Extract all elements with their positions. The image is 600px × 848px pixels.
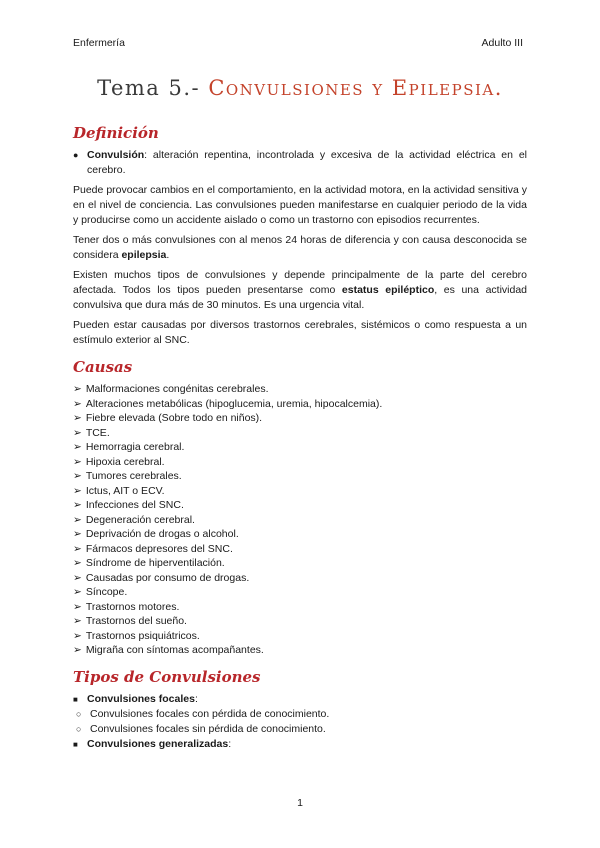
cause-item — [73, 455, 527, 470]
list-item — [73, 737, 527, 752]
cause-item — [73, 585, 527, 600]
cause-item — [73, 411, 527, 426]
arrow-bullet-icon: ➢ — [73, 615, 82, 627]
title-main: Convulsiones y Epilepsia. — [208, 76, 503, 100]
cause-item — [73, 397, 527, 412]
cause-text: Trastornos del sueño. — [85, 615, 187, 627]
paragraph-2 — [73, 233, 527, 263]
definition-term: Convulsión — [87, 149, 145, 161]
cause-text: Síndrome de hiperventilación. — [85, 557, 225, 569]
cause-text: Fármacos depresores del SNC. — [85, 542, 233, 555]
cause-item — [73, 600, 527, 615]
p3-text: Existen muchos tipos de convulsiones y depende principalmente de la parte del cerebro afectada. Todos los tipos pueden presentarse como — [73, 269, 527, 296]
arrow-bullet-icon: ➢ — [73, 426, 82, 439]
arrow-bullet-icon: ➢ — [73, 513, 82, 526]
generalizadas-text — [87, 737, 231, 752]
arrow-bullet-icon: ➢ — [73, 586, 82, 598]
cause-text: Trastornos psiquiátricos. — [85, 629, 200, 642]
focales-label: Convulsiones focales — [87, 692, 195, 705]
cause-item — [73, 629, 527, 644]
document-body — [73, 124, 527, 752]
arrow-bullet-icon: ➢ — [73, 383, 82, 395]
arrow-bullet-icon: ➢ — [73, 528, 82, 540]
list-item — [73, 722, 527, 737]
cause-text: Fiebre elevada (Sobre todo en niños). — [85, 412, 263, 424]
cause-text: Trastornos motores. — [85, 600, 180, 613]
page-number: 1 — [297, 797, 303, 809]
definition-desc: : alteración repentina, incontrolada y excesiva de la actividad eléctrica en el cerebro. — [87, 149, 527, 176]
cause-text: Tumores cerebrales. — [85, 470, 182, 482]
cause-text: Alteraciones metabólicas (hipoglucemia, uremia, hipocalcemia). — [85, 397, 383, 410]
cause-item — [73, 513, 527, 528]
cause-item — [73, 469, 527, 484]
cause-item — [73, 556, 527, 571]
cause-text: Migraña con síntomas acompañantes. — [85, 644, 264, 656]
circle-bullet-icon: ○ — [76, 723, 82, 734]
cause-item — [73, 498, 527, 513]
cause-item — [73, 571, 527, 586]
arrow-bullet-icon: ➢ — [73, 571, 82, 584]
cause-text: Síncope. — [85, 586, 128, 598]
arrow-bullet-icon: ➢ — [73, 484, 82, 497]
definition-text — [87, 148, 527, 178]
arrow-bullet-icon: ➢ — [73, 499, 82, 511]
cause-item — [73, 382, 527, 397]
generalizadas-label: Convulsiones generalizadas — [87, 737, 229, 750]
cause-text: Deprivación de drogas o alcohol. — [85, 528, 239, 540]
definicion-heading: Definición — [73, 124, 159, 142]
page-title — [0, 76, 600, 100]
arrow-bullet-icon: ➢ — [73, 542, 82, 555]
circle-bullet-icon: ○ — [76, 708, 82, 719]
arrow-bullet-icon: ➢ — [73, 441, 82, 453]
cause-item — [73, 614, 527, 629]
cause-text: TCE. — [85, 426, 110, 439]
focales-colon: : — [194, 692, 198, 705]
square-bullet-icon: ■ — [73, 694, 78, 704]
cause-item — [73, 643, 527, 658]
causas-heading: Causas — [73, 358, 133, 376]
generalizadas-colon: : — [228, 737, 232, 750]
tipos-heading: Tipos de Convulsiones — [73, 667, 261, 686]
cause-item — [73, 426, 527, 441]
cause-text: Hipoxia cerebral. — [85, 455, 165, 468]
types-list — [73, 692, 527, 752]
arrow-bullet-icon: ➢ — [73, 470, 82, 482]
arrow-bullet-icon: ➢ — [73, 629, 82, 642]
cause-text: Degeneración cerebral. — [85, 513, 195, 526]
paragraph-3 — [73, 268, 527, 313]
cause-text: Hemorragia cerebral. — [85, 441, 185, 453]
arrow-bullet-icon: ➢ — [73, 397, 82, 410]
focales-sub-1: Convulsiones focales con pérdida de conocimiento. — [90, 707, 330, 720]
title-prefix: Tema 5.- — [97, 76, 209, 100]
cause-text: Ictus, AIT o ECV. — [85, 484, 165, 497]
arrow-bullet-icon: ➢ — [73, 644, 82, 656]
definition-bullet — [73, 148, 527, 178]
causes-list — [73, 382, 527, 658]
cause-item — [73, 542, 527, 557]
cause-text: Causadas por consumo de drogas. — [85, 571, 250, 584]
cause-item — [73, 527, 527, 542]
header-subject: Enfermería — [73, 37, 125, 49]
bullet-dot-icon: ● — [73, 150, 79, 160]
paragraph-4: Pueden estar causadas por diversos trastornos cerebrales, sistémicos o como respuesta a un estímulo exterior al SNC. — [73, 319, 527, 346]
arrow-bullet-icon: ➢ — [73, 412, 82, 424]
header-course: Adulto III — [481, 37, 523, 49]
arrow-bullet-icon: ➢ — [73, 455, 82, 468]
p2-bold: epilepsia — [121, 249, 167, 261]
cause-item — [73, 484, 527, 499]
p2-text: Tener dos o más convulsiones con al menos 24 horas de diferencia y con causa desconocida se considera — [73, 234, 527, 261]
focales-sub-2: Convulsiones focales sin pérdida de conocimiento. — [90, 722, 326, 735]
list-item — [73, 707, 527, 722]
cause-item — [73, 440, 527, 455]
square-bullet-icon: ■ — [73, 739, 78, 749]
paragraph-1: Puede provocar cambios en el comportamiento, en la actividad motora, en la actividad sensitiva y en el nivel de conciencia. Las convulsiones pueden manifestarse en cualquier periodo de la vida y producirse como un accidente aislado o como un trastorno con episodios recurrentes. — [73, 184, 527, 226]
arrow-bullet-icon: ➢ — [73, 600, 82, 613]
cause-text: Malformaciones congénitas cerebrales. — [85, 383, 269, 395]
p2-end: . — [166, 249, 170, 261]
focales-text — [87, 692, 198, 707]
p3-end: , es una actividad convulsiva que dura más de 30 minutos. Es una urgencia vital. — [73, 284, 528, 311]
p3-bold: estatus epiléptico — [341, 284, 435, 296]
list-item — [73, 692, 527, 707]
cause-text: Infecciones del SNC. — [85, 499, 184, 511]
arrow-bullet-icon: ➢ — [73, 557, 82, 569]
